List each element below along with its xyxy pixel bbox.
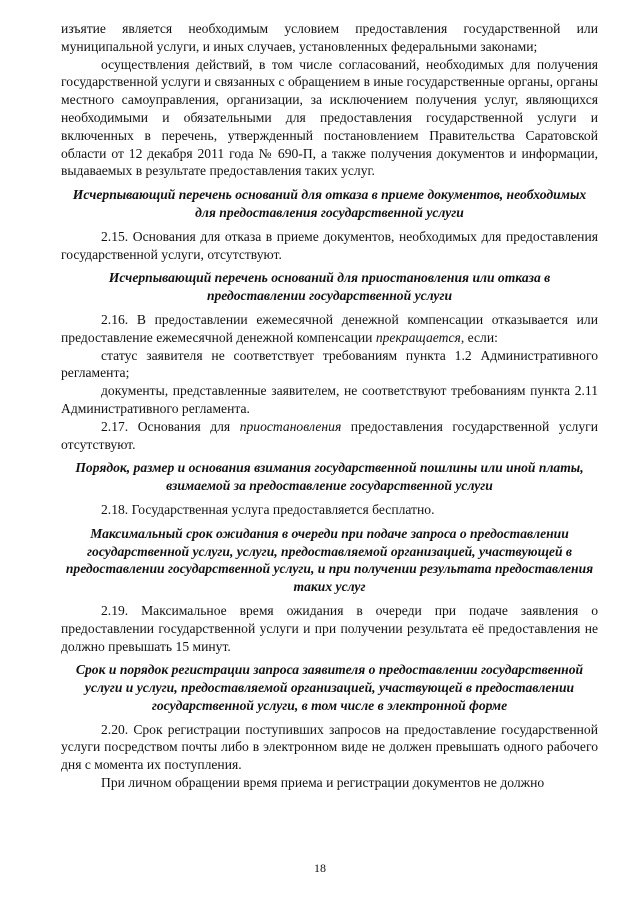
paragraph — [61, 311, 598, 347]
paragraph: 2.20. Срок регистрации поступивших запросов на предоставление государственной услуги посредством почты либо в электронном виде не должен превышать одного рабочего дня с момента их поступления. — [61, 721, 598, 773]
paragraph: 2.15. Основания для отказа в приеме документов, необходимых для предоставления государственной услуги, отсутствуют. — [61, 228, 598, 262]
section-heading: Исчерпывающий перечень оснований для отказа в приеме документов, необходимых для предоставления государственной услуги — [72, 187, 587, 220]
emphasis-text: приостановления — [239, 418, 342, 434]
paragraph: документы, представленные заявителем, не соответствуют требованиям пункта 2.11 Административного регламента. — [61, 383, 598, 416]
paragraph — [61, 418, 598, 454]
page-number: 18 — [314, 861, 326, 875]
paragraph-text: предоставления государственной услуги отсутствуют. — [61, 418, 598, 452]
paragraph: 2.19. Максимальное время ожидания в очереди при подаче заявления о предоставлении государственной услуги и при получении результата её предоставления не должно превышать 15 минут. — [61, 602, 598, 654]
document-body — [61, 20, 598, 792]
paragraph-text: 2.17. Основания для — [101, 418, 240, 434]
paragraph: статус заявителя не соответствует требованиям пункта 1.2 Административного регламента; — [61, 347, 598, 381]
emphasis-text: прекращается — [375, 329, 461, 345]
paragraph-text: 2.16. В предоставлении ежемесячной денежной компенсации отказывается или предоставление ежемесячной денежной компенсации — [61, 311, 598, 345]
paragraph: изъятие является необходимым условием предоставления государственной или муниципальной услуги, и иных случаев, установленных федеральными законами; — [61, 21, 598, 54]
paragraph: При личном обращении время приема и регистрации документов не должно — [101, 775, 545, 791]
section-heading: Срок и порядок регистрации запроса заявителя о предоставлении государственной услуги и услуги, предоставляемой организацией, участвующей в предоставлении государственной услуги, в том числе в электронной форме — [75, 662, 584, 713]
section-heading: Исчерпывающий перечень оснований для приостановления или отказа в предоставлении государственной услуги — [108, 270, 551, 304]
paragraph: 2.18. Государственная услуга предоставляется бесплатно. — [101, 501, 435, 517]
paragraph-text: , если: — [460, 329, 498, 345]
section-heading: Порядок, размер и основания взимания государственной пошлины или иной платы, взимаемой за предоставление государственной услуги — [75, 460, 584, 494]
section-heading: Максимальный срок ожидания в очереди при подаче запроса о предоставлении государственной услуги, услуги, предоставляемой организацией, участвующей в предоставлении государственной услуги, и при получении результата предоставления таких услуг — [65, 525, 594, 595]
paragraph: осуществления действий, в том числе согласований, необходимых для получения государственной услуги и связанных с обращением в иные государственные органы, органы местного самоуправления, организации, за исключением получения услуг, являющихся необходимыми и обязательными для предоставления государственной услуги и включенных в перечень, утвержденный постановлением Правительства Саратовской области от 12 декабря 2011 года № 690-П, а также получения документов и информации, выдаваемых в результате предоставления таких услуг. — [61, 56, 598, 179]
